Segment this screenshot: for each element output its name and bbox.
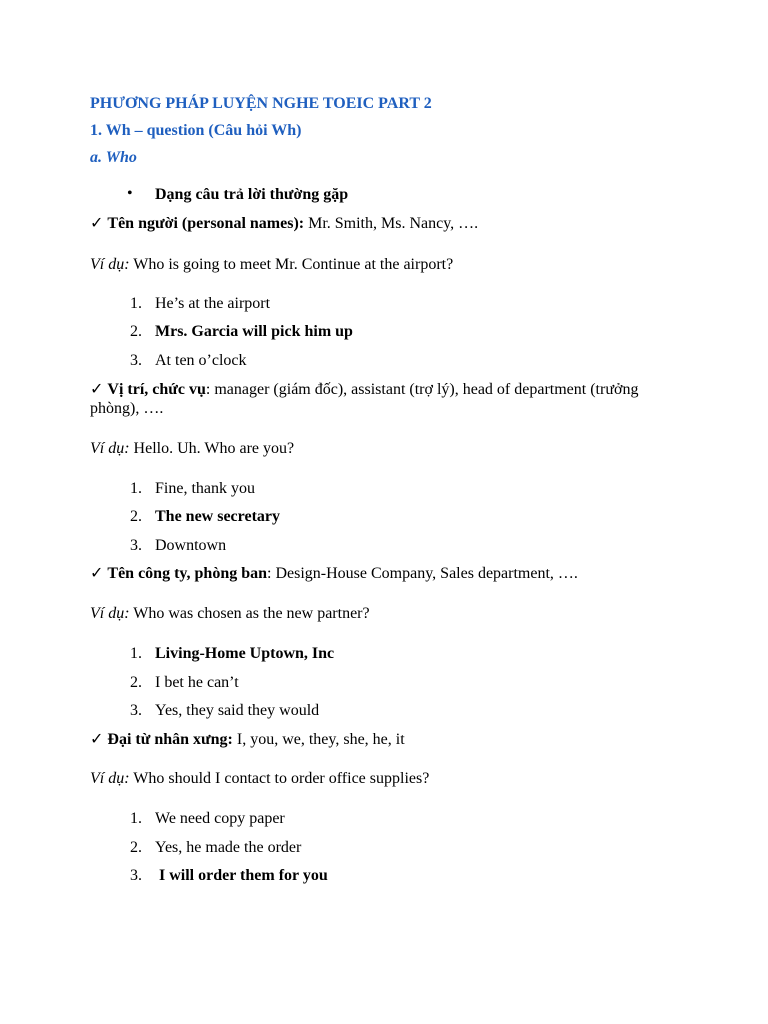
answer-item: [130, 322, 708, 341]
answer-item: [130, 701, 708, 720]
category-text: : manager (giám đốc), assistant (trợ lý), head of department (trưởng phòng), ….: [90, 381, 639, 417]
bullet-text: Dạng câu trả lời thường gặp: [155, 186, 349, 203]
answer-text: He’s at the airport: [155, 295, 271, 312]
answer-text: I will order them for you: [155, 867, 328, 884]
example-label: Ví dụ:: [90, 440, 130, 457]
answer-text: Downtown: [155, 537, 227, 554]
answer-number: 2.: [130, 839, 142, 856]
answer-text: Living-Home Uptown, Inc: [155, 645, 335, 662]
answer-number: 2.: [130, 323, 142, 340]
answer-text: I bet he can’t: [155, 674, 239, 691]
question-text: Hello. Uh. Who are you?: [129, 440, 295, 457]
answer-item: [130, 809, 708, 828]
answer-number: 2.: [130, 674, 142, 691]
check-mark-icon: ✓: [90, 731, 104, 748]
answer-text: At ten o’clock: [155, 352, 247, 369]
check-mark-icon: ✓: [90, 565, 104, 582]
check-mark-icon: ✓: [90, 381, 104, 398]
answer-text: Fine, thank you: [155, 480, 255, 497]
answer-item: [130, 351, 708, 370]
answer-text: Yes, they said they would: [155, 702, 320, 719]
bullet-dot-icon: •: [127, 185, 133, 202]
category-line: [90, 380, 680, 418]
answer-number: 1.: [130, 645, 142, 662]
category-label: Đại từ nhân xưng:: [107, 731, 233, 748]
answer-number: 1.: [130, 295, 142, 312]
answer-number: 3.: [130, 702, 142, 719]
example-label: Ví dụ:: [90, 256, 130, 273]
category-label: Tên công ty, phòng ban: [107, 565, 268, 582]
category-text: : Design-House Company, Sales department, ….: [267, 565, 578, 582]
category-line: [90, 730, 708, 749]
answer-item: [130, 673, 708, 692]
category-text: Mr. Smith, Ms. Nancy, ….: [304, 215, 479, 232]
example-label: Ví dụ:: [90, 605, 130, 622]
answer-number: 3.: [130, 867, 142, 884]
page-title: PHƯƠNG PHÁP LUYỆN NGHE TOEIC PART 2: [90, 95, 432, 112]
answer-number: 2.: [130, 508, 142, 525]
question-text: Who should I contact to order office supplies?: [129, 770, 430, 787]
answer-item: [130, 536, 708, 555]
category-line: [90, 564, 708, 583]
answer-item: [130, 294, 708, 313]
answer-item: [130, 644, 708, 663]
category-text: I, you, we, they, she, he, it: [232, 731, 405, 748]
answer-number: 3.: [130, 352, 142, 369]
question-text: Who is going to meet Mr. Continue at the airport?: [129, 256, 454, 273]
category-label: Vị trí, chức vụ: [107, 381, 206, 398]
example-label: Ví dụ:: [90, 770, 130, 787]
answer-text: We need copy paper: [155, 810, 285, 827]
answer-text: Yes, he made the order: [155, 839, 302, 856]
answer-item: [130, 866, 708, 885]
example-question: [90, 604, 708, 623]
example-question: [90, 439, 708, 458]
answer-number: 1.: [130, 480, 142, 497]
answer-item: [130, 507, 708, 526]
answer-text: The new secretary: [155, 508, 280, 525]
example-question: [90, 255, 708, 274]
question-text: Who was chosen as the new partner?: [129, 605, 370, 622]
category-label: Tên người (personal names):: [107, 215, 305, 232]
section-heading: 1. Wh – question (Câu hỏi Wh): [90, 122, 302, 139]
check-mark-icon: ✓: [90, 215, 104, 232]
category-line: [90, 214, 708, 233]
subsection-heading: a. Who: [90, 149, 137, 166]
example-question: [90, 769, 708, 788]
answer-item: [130, 479, 708, 498]
answer-number: 1.: [130, 810, 142, 827]
answer-text: Mrs. Garcia will pick him up: [155, 323, 353, 340]
answer-number: 3.: [130, 537, 142, 554]
answer-item: [130, 838, 708, 857]
